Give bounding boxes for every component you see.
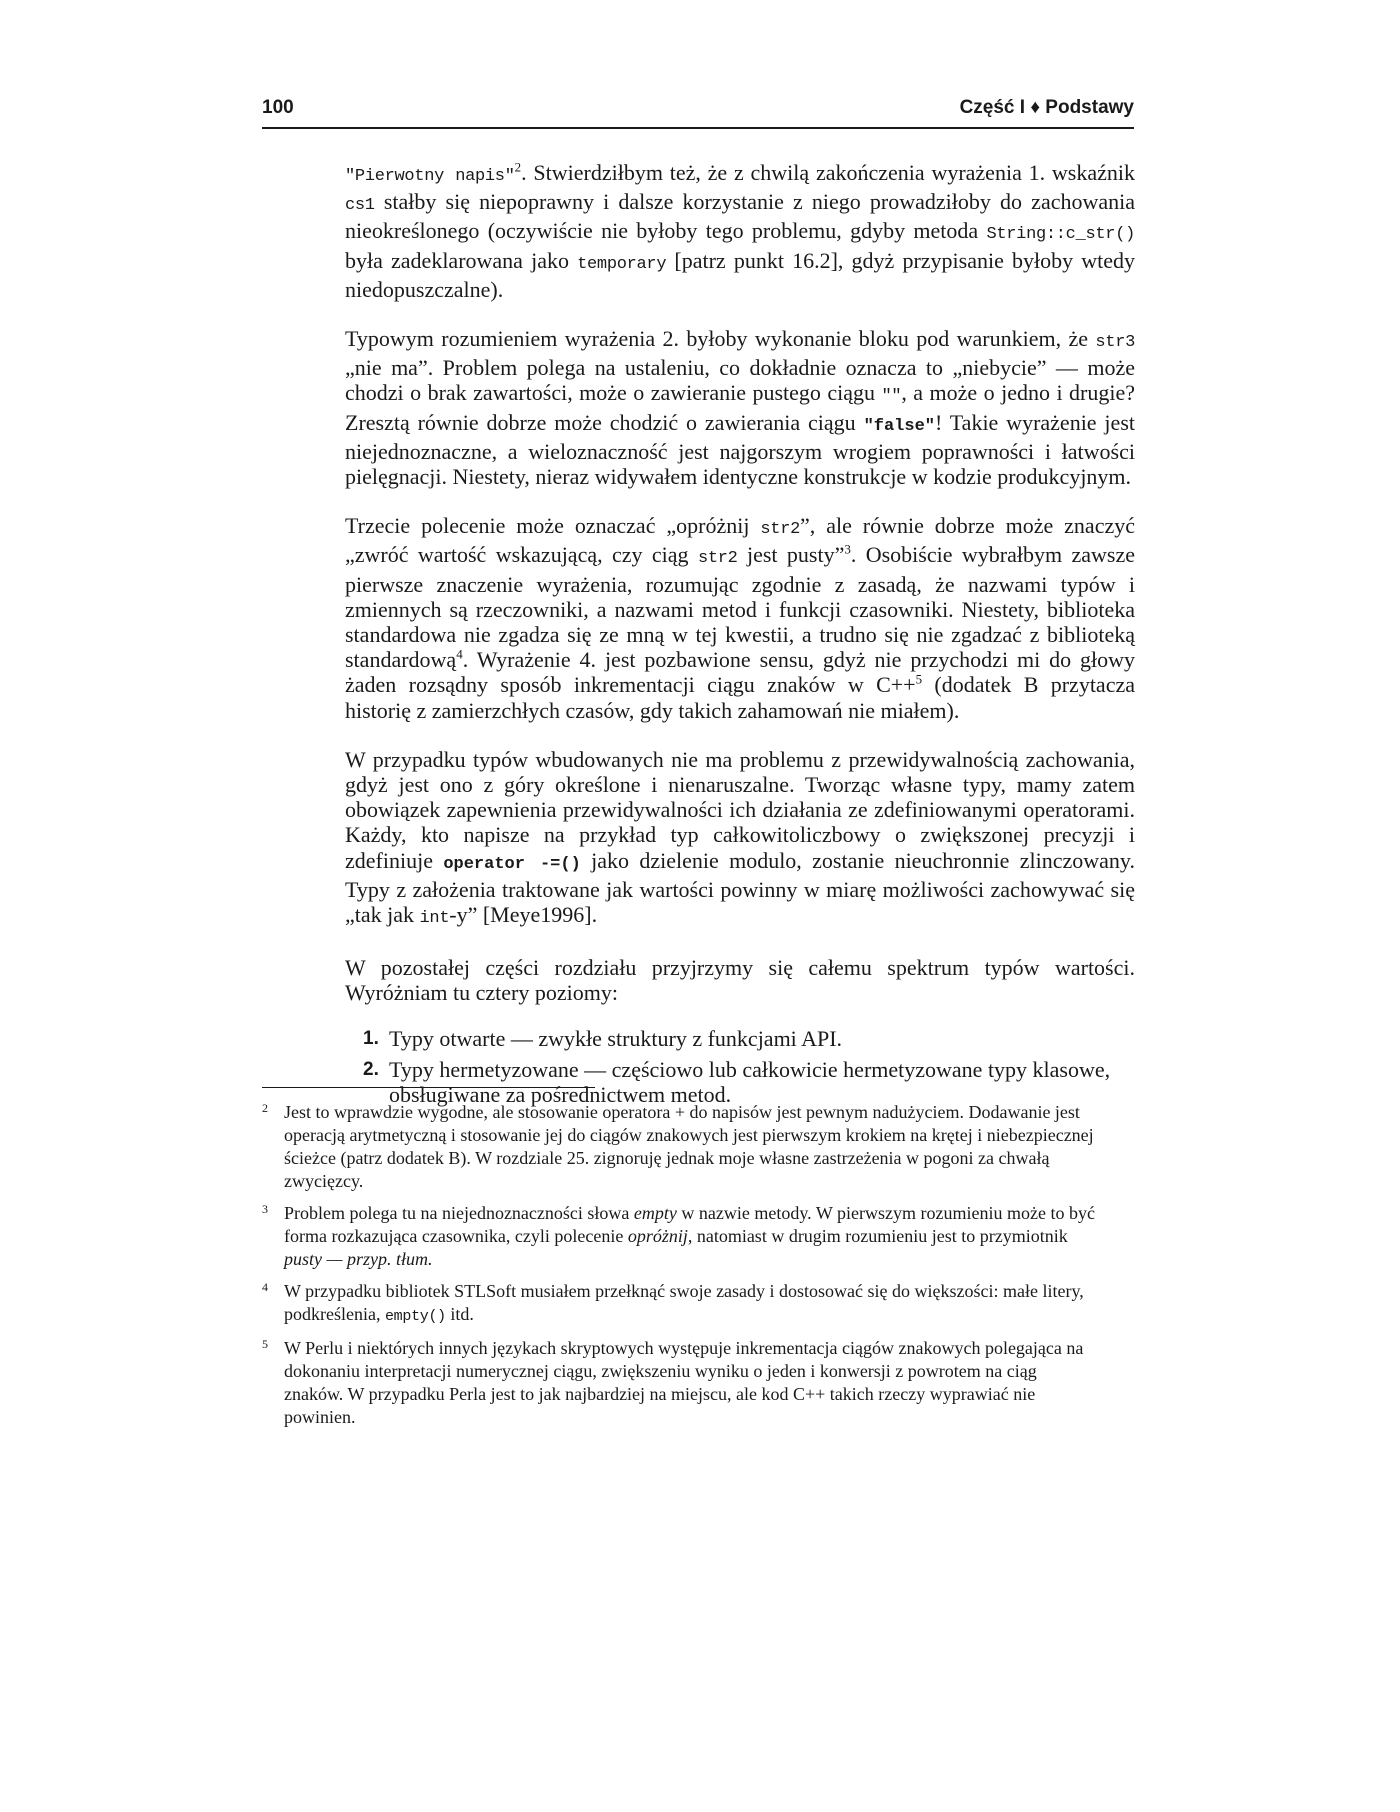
paragraph-text: (dodatek B przytacza historię z zamierzchłych czasów, gdy takich zahamowań nie miałem). [345, 672, 1135, 723]
inline-code: int [419, 909, 450, 929]
paragraph-text: ! Takie wyrażenie jest niejednoznaczne, a wieloznaczność jest najgorszym wrogiem poprawności i łatwości pielęgnacji. Niestety, nieraz widywałem identyczne konstrukcje w kodzie produkcyjnym. [345, 409, 1135, 490]
paragraph-text: ”, ale równie dobrze może znaczyć „zwróć wartość wskazującą, czy ciąg [345, 513, 1135, 568]
footnote-number: 5 [262, 1337, 268, 1351]
inline-code: str2 [697, 549, 738, 569]
paragraph-text: . Wyrażenie 4. jest pozbawione sensu, gdyż nie przychodzi mi do głowy żaden rozsądny sposób inkrementacji ciągu znaków w C++ [345, 647, 1135, 698]
paragraph-text: W pozostałej części rozdziału przyjrzymy się całemu spektrum typów wartości. Wyróżniam tu cztery poziomy: [345, 955, 1135, 1006]
footnote-ref-3: 3 [844, 542, 851, 558]
footnotes [262, 1101, 1097, 1438]
paragraph-4 [345, 747, 1135, 931]
inline-code: "Pierwotny napis" [345, 167, 515, 186]
footnote-text: Problem polega tu na niejednoznaczności słowa [284, 1203, 634, 1223]
paragraph-text: , a może o jedno i drugie? Zresztą równie dobrze może chodzić o zawierania ciągu [345, 380, 1135, 435]
footnote-text: w nazwie metody. W pierwszym rozumieniu może to być forma rozkazująca czasownika, czyli polecenie [284, 1203, 1095, 1246]
paragraph-1 [345, 160, 1135, 302]
list-text: Typy hermetyzowane — częściowo lub całkowicie hermetyzowane typy klasowe, obsługiwane za pośrednictwem metod. [389, 1056, 1111, 1108]
footnote-2 [262, 1101, 1097, 1193]
footnote-text: , natomiast w drugim rozumieniu jest to przymiotnik [687, 1226, 1068, 1246]
paragraph-3 [345, 513, 1135, 723]
list-text: Typy otwarte — zwykłe struktury z funkcjami API. [389, 1025, 843, 1051]
footnote-number: 2 [262, 1101, 268, 1115]
footnote-text: W przypadku bibliotek STLSoft musiałem przełknąć swoje zasady i dostosować się do większości: małe litery, podkreślenia, [284, 1281, 1084, 1324]
footnote-4 [262, 1280, 1097, 1328]
list-number: 1. [363, 1027, 379, 1049]
list-item [345, 1057, 1135, 1107]
page-header [262, 97, 1134, 129]
footnote-text: Jest to wprawdzie wygodne, ale stosowanie operatora + do napisów jest pewnym nadużyciem. Dodawanie jest operacją arytmetyczną i stosowanie jej do ciągów znakowych jest pierwszym krokiem na krętej i niebezpiecznej ścieżce (patrz dodatek B). W rozdziale 25. zignoruję jednak moje własne zastrzeżenia w pogoni za chwałą zwycięzcy. [284, 1102, 1094, 1191]
list-number: 2. [363, 1058, 379, 1080]
footnote-text: W Perlu i niektórych innych językach skryptowych występuje inkrementacja ciągów znakowych polegająca na dokonaniu interpretacji numerycznej ciągu, zwiększeniu wyniku o jeden i konwersji z powrotem na ciąg znaków. W przypadku Perla jest to jak najbardziej na miejscu, ale kod C++ takich rzeczy wyprawiać nie powinien. [284, 1338, 1084, 1427]
footnote-emphasis: empty [633, 1203, 677, 1223]
inline-code: "false" [863, 416, 935, 436]
paragraph-text: Typowym rozumieniem wyrażenia 2. byłoby wykonanie bloku pod warunkiem, że [345, 326, 1096, 352]
footnote-ref-4: 4 [456, 646, 463, 662]
paragraph-text: „nie ma”. Problem polega na ustaleniu, co dokładnie oznacza to „niebycie” — może chodzi o brak zawartości, może o zawieranie pustego ciągu [345, 355, 1135, 406]
paragraph-text: [patrz punkt 16.2], gdyż przypisanie byłoby wtedy niedopuszczalne). [345, 247, 1136, 302]
footnote-text: itd. [445, 1304, 474, 1324]
list-item [345, 1026, 1135, 1051]
page-number: 100 [262, 97, 294, 118]
inline-code: cs1 [345, 196, 375, 216]
inline-code: empty() [384, 1308, 446, 1325]
footnote-ref-5: 5 [915, 672, 923, 688]
numbered-list [345, 1026, 1135, 1108]
inline-code: String::c_str() [986, 225, 1135, 245]
paragraph-text: stałby się niepoprawny i dalsze korzystanie z niego prowadziłoby do zachowania nieokreślonego (oczywiście nie byłoby tego problemu, gdyby metoda [345, 189, 1135, 244]
paragraph-text: -y” [Meye1996]. [449, 902, 598, 928]
footnote-number: 4 [262, 1280, 268, 1294]
inline-code: str3 [1095, 333, 1135, 353]
footnote-emphasis: opróżnij [627, 1226, 688, 1246]
paragraph-text: była zadeklarowana jako [345, 247, 578, 273]
paragraph-2 [345, 326, 1135, 489]
paragraph-text: W przypadku typów wbudowanych nie ma problemu z przewidywalnością zachowania, gdyż jest ono z góry określone i nienaruszalne. Tworząc własne typy, mamy zatem obowiązek zapewnienia przewidywalności ich działania ze zdefiniowanymi operatorami. Każdy, kto napisze na przykład typ całkowitoliczbowy o zwiększonej precyzji i zdefiniuje [345, 746, 1135, 873]
inline-code: operator -=() [443, 854, 581, 874]
footnote-emphasis: pusty — przyp. tłum. [284, 1249, 433, 1269]
footnote-ref-2: 2 [514, 159, 522, 175]
footnote-5 [262, 1337, 1097, 1429]
footnote-number: 3 [262, 1202, 268, 1216]
inline-code: str2 [760, 520, 801, 540]
paragraph-text: jako dzielenie modulo, zostanie nieuchronnie zlinczowany. Typy z założenia traktowane jak wartości powinny w miarę możliwości zachowywać się „tak jak [345, 847, 1135, 928]
inline-code: "" [881, 387, 902, 407]
paragraph-text: . Stwierdziłbym też, że z chwilą zakończenia wyrażenia 1. wskaźnik [521, 160, 1135, 185]
paragraph-text: Trzecie polecenie może oznaczać „opróżnij [345, 513, 761, 539]
paragraph-text: jest pusty” [737, 542, 845, 568]
running-head: Część I ♦ Podstawy [959, 97, 1134, 118]
inline-code: temporary [577, 254, 667, 274]
paragraph-text: . Osobiście wybrałbym zawsze pierwsze znaczenie wyrażenia, rozumując zgodnie z zasadą, że nazwami typów i zmiennych są rzeczowniki, a nazwami metod i funkcji czasowniki. Niestety, biblioteka standardowa nie zgadza się ze mną w tej kwestii, a trudno się nie zgadzać z biblioteką standardową [345, 542, 1135, 673]
footnote-3 [262, 1202, 1097, 1271]
main-text [345, 160, 1135, 1113]
footnote-divider [262, 1087, 595, 1088]
paragraph-5 [345, 955, 1135, 1005]
